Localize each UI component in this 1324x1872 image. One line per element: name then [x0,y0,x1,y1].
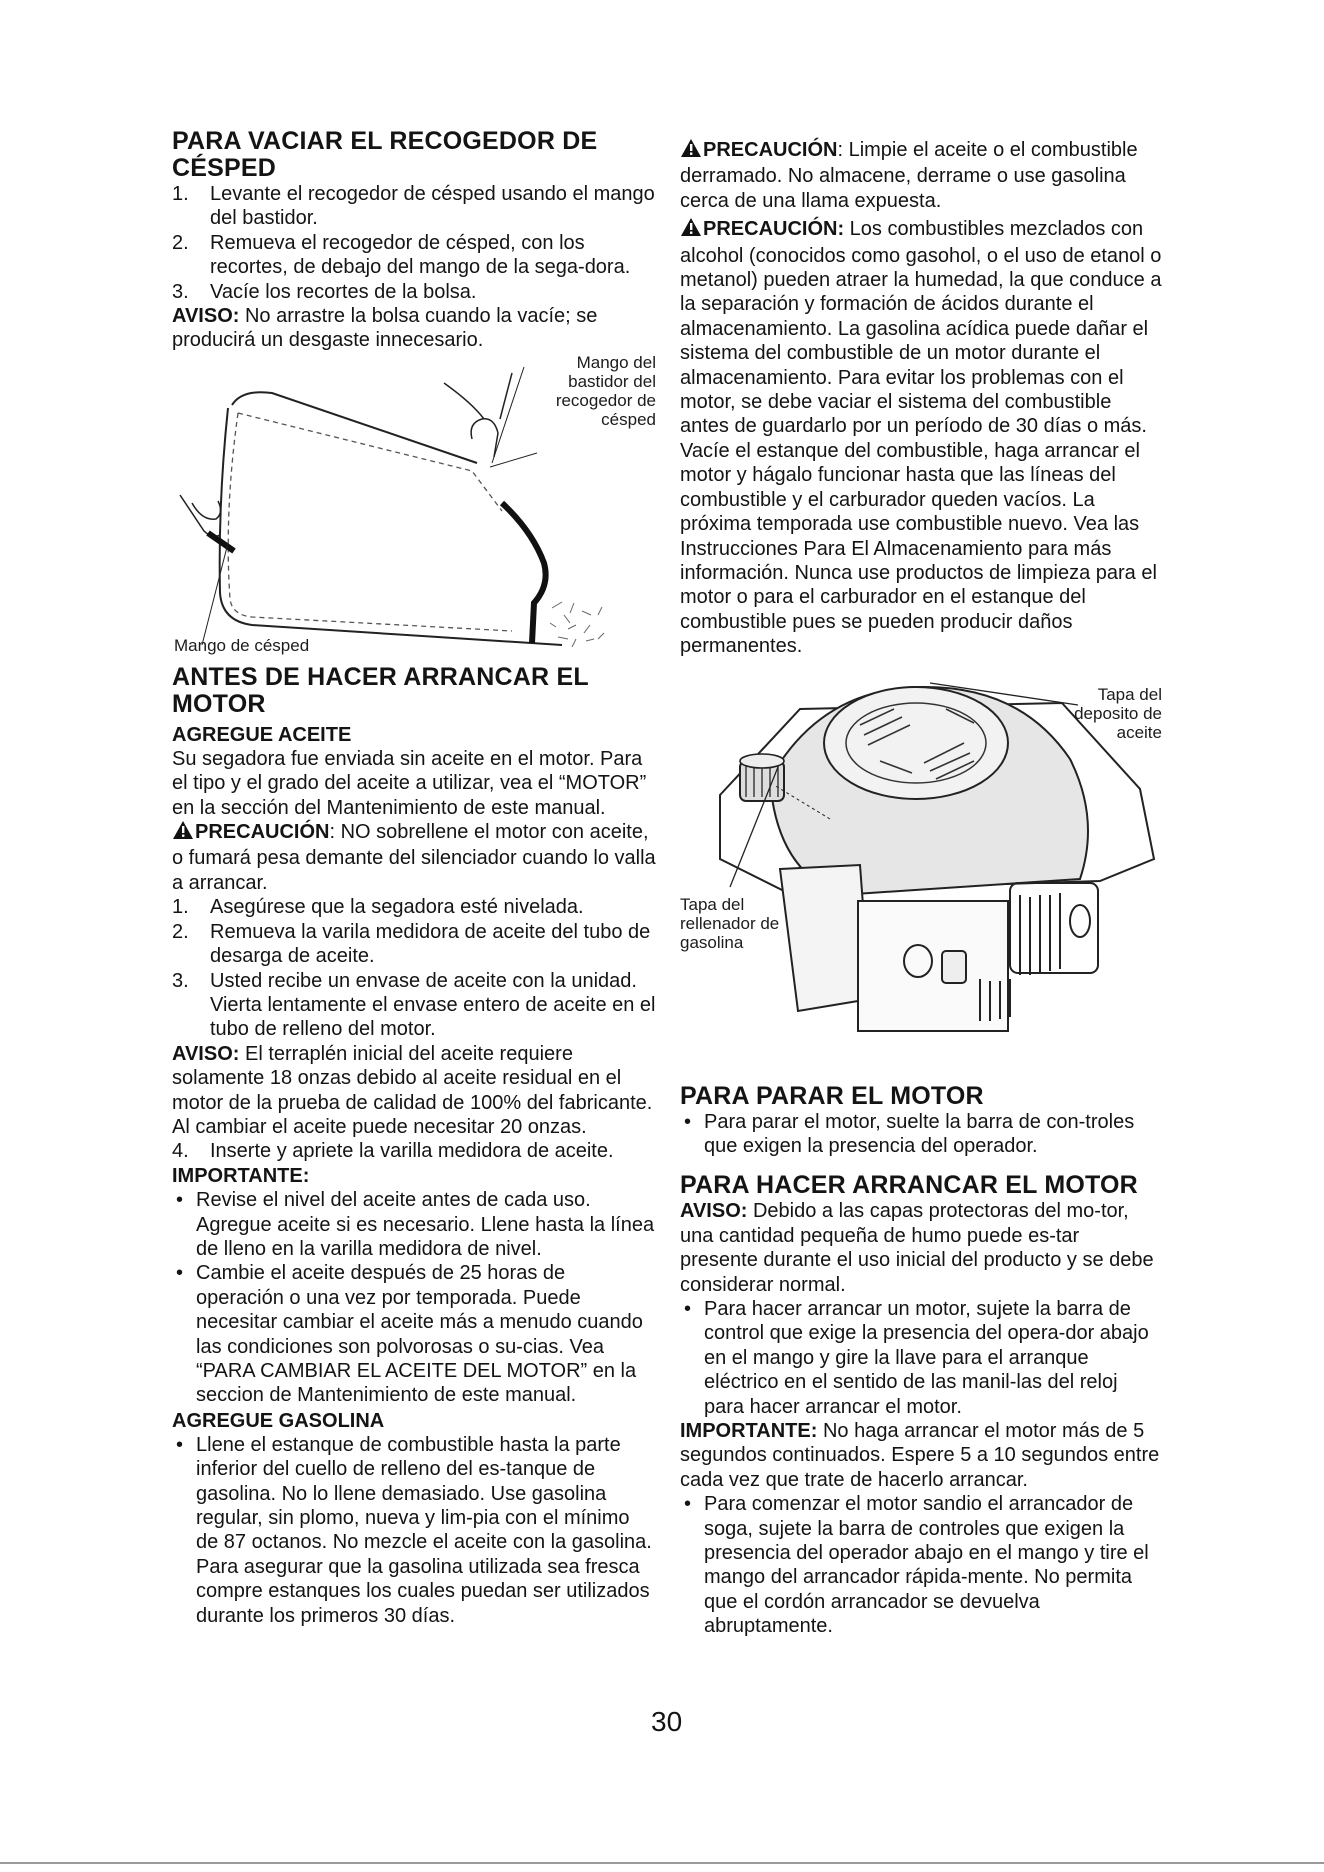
stop-engine-bullets [680,1110,1162,1159]
list-item: • Para hacer arrancar un motor, sujete la barra de control que exige la presencia del opera-dor abajo en el mango y gire la llave para el arranque eléctrico en el sentido de las manil-las del reloj para hacer arrancar el motor. [684,1297,1149,1418]
start-engine-important: IMPORTANTE: No haga arrancar el motor más de 5 segundos continuados. Espere 5 a 10 segundos entre cada vez que trate de hacerlo arrancar. [680,1420,1160,1491]
important-bullets [172,1188,656,1408]
list-item: 4. Inserte y apriete la varilla medidora de aceite. [172,1140,614,1163]
fuel-cap-label: Tapa del rellenador de gasolina [680,894,780,952]
page-number: 30 [651,1706,683,1737]
frame-handle-label: Mango del bastidor del recogedor de césped [555,352,656,429]
oil-caution: PRECAUCIÓN: NO sobrellene el motor con aceite, o fumará pesa demante del silenciador cuando lo valla a arrancar. [172,821,656,894]
list-item: • Llene el estanque de combustible hasta la parte inferior del cuello de relleno del es-tanque de gasolina. No lo llene demasiado. Use gasolina regular, sin plomo, nueva y lim-pia con el mínimo de 87 octanos. No mezcle el aceite con la gasolina. Para asegurar que la gasolina utilizada sea fresca compre estanques los cuales puedan ser utilizados durante los primeros 30 días. [176,1433,652,1627]
list-item: 2. Remueva el recogedor de césped, con los recortes, de debajo del mango de la sega-dora. [172,231,631,279]
start-engine-title: PARA HACER ARRANCAR EL MOTOR [680,1171,1138,1200]
list-item: • Revise el nivel del aceite antes de cada uso. Agregue aceite si es necesario. Llene hasta la línea de lleno en la varilla medidora de nivel. [176,1189,655,1260]
add-oil-steps [172,895,656,1041]
list-item: • Para parar el motor, suelte la barra de con-troles que exigen la presencia del operador. [684,1110,1135,1157]
start-engine-notice: AVISO: Debido a las capas protectoras del mo-tor, una cantidad pequeña de humo puede es-tar presente durante el uso inicial del producto y se debe considerar normal. [680,1200,1154,1296]
grass-catcher-figure [172,353,656,661]
list-item: • Para comenzar el motor sandio el arrancador de soga, sujete la barra de controles que exigen la presencia del operador abajo en el mango y tire el mango del arrancador rápida-mente. No permita que el cordón arrancador se devuelva abruptamente. [684,1493,1149,1638]
bottom-edge-line [0,1862,1324,1864]
important-label: IMPORTANTE: [172,1164,310,1187]
list-item: 3. Vacíe los recortes de la bolsa. [172,280,477,303]
add-fuel-bullets [172,1433,656,1628]
add-oil-step-4 [172,1139,656,1163]
grass-handle-label: Mango de césped [174,635,310,655]
list-item: 3. Usted recibe un envase de aceite con la unidad. Vierta lentamente el envase entero de aceite en el tubo de relleno del motor. [172,969,656,1041]
list-item: 1. Levante el recogedor de césped usando el mango del bastidor. [172,183,655,230]
before-start-title: ANTES DE HACER ARRANCAR EL MOTOR [172,662,589,718]
oil-cap-label: Tapa del deposito de aceite [1074,684,1162,742]
stop-engine-title: PARA PARAR EL MOTOR [680,1081,984,1110]
add-oil-title: AGREGUE ACEITE [172,723,352,746]
list-item: 2. Remueva la varila medidora de aceite del tubo de desarga de aceite. [172,920,651,968]
start-engine-bullets-2 [680,1492,1162,1638]
engine-figure [680,669,1162,1083]
list-item: • Cambie el aceite después de 25 horas de operación o una vez por temporada. Puede necesitar cambiar el aceite más a menudo cuando las condiciones son polvorosas o su-cias. Vea “PARA CAMBIAR EL ACEITE DEL MOTOR” en la seccion de Mantenimiento de este manual. [176,1262,643,1407]
spill-caution: PRECAUCIÓN: Limpie el aceite o el combustible derramado. No almacene, derrame o use gasolina cerca de una llama expuesta. [680,139,1138,212]
empty-catcher-steps [172,182,656,304]
alcohol-fuel-caution: PRECAUCIÓN: Los combustibles mezclados con alcohol (conocidos como gasohol, o el uso de etanol o metanol) pueden atraer la humedad, la que conduce a la separación y formación de ácidos durante el almacenamiento. La gasolina acídica puede dañar el sistema del combustible de un motor durante el almacenamiento. Para evitar los problemas con el motor, se debe vaciar el sistema del combustible antes de guardarlo por un período de 30 días o más. Vacíe el estanque del combustible, haga arrancar el motor y hágalo funcionar hasta que las líneas del combustible y el carburador queden vacíos. La próxima temporada use combustible nuevo. Vea las Instrucciones Para El Almacenamiento para más información. Nunca use productos de limpieza para el motor o para el carburador en el estanque del combustible pues se pueden producir daños permanentes. [680,218,1162,658]
add-fuel-title: AGREGUE GASOLINA [172,1409,385,1432]
start-engine-bullets-1 [680,1297,1162,1419]
warning-triangle-icon [172,820,194,846]
warning-triangle-icon [680,217,702,243]
left-column [172,128,656,1628]
empty-catcher-title: PARA VACIAR EL RECOGEDOR DE CÉSPED [172,127,598,182]
warning-triangle-icon [680,138,702,164]
list-item: 1. Asegúrese que la segadora esté nivelada. [172,896,584,919]
oil-notice: AVISO: El terraplén inicial del aceite requiere solamente 18 onzas debido al aceite residual en el motor de la prueba de calidad de 100% del fabricante. Al cambiar el aceite puede necesitar 20 onzas. [172,1042,653,1138]
empty-catcher-notice: AVISO: No arrastre la bolsa cuando la vacíe; se producirá un desgaste innecesario. [172,305,598,352]
add-oil-intro: Su segadora fue enviada sin aceite en el motor. Para el tipo y el grado del aceite a utilizar, vea el “MOTOR” en la sección del Mantenimiento de este manual. [172,747,647,819]
right-column [680,138,1162,1639]
